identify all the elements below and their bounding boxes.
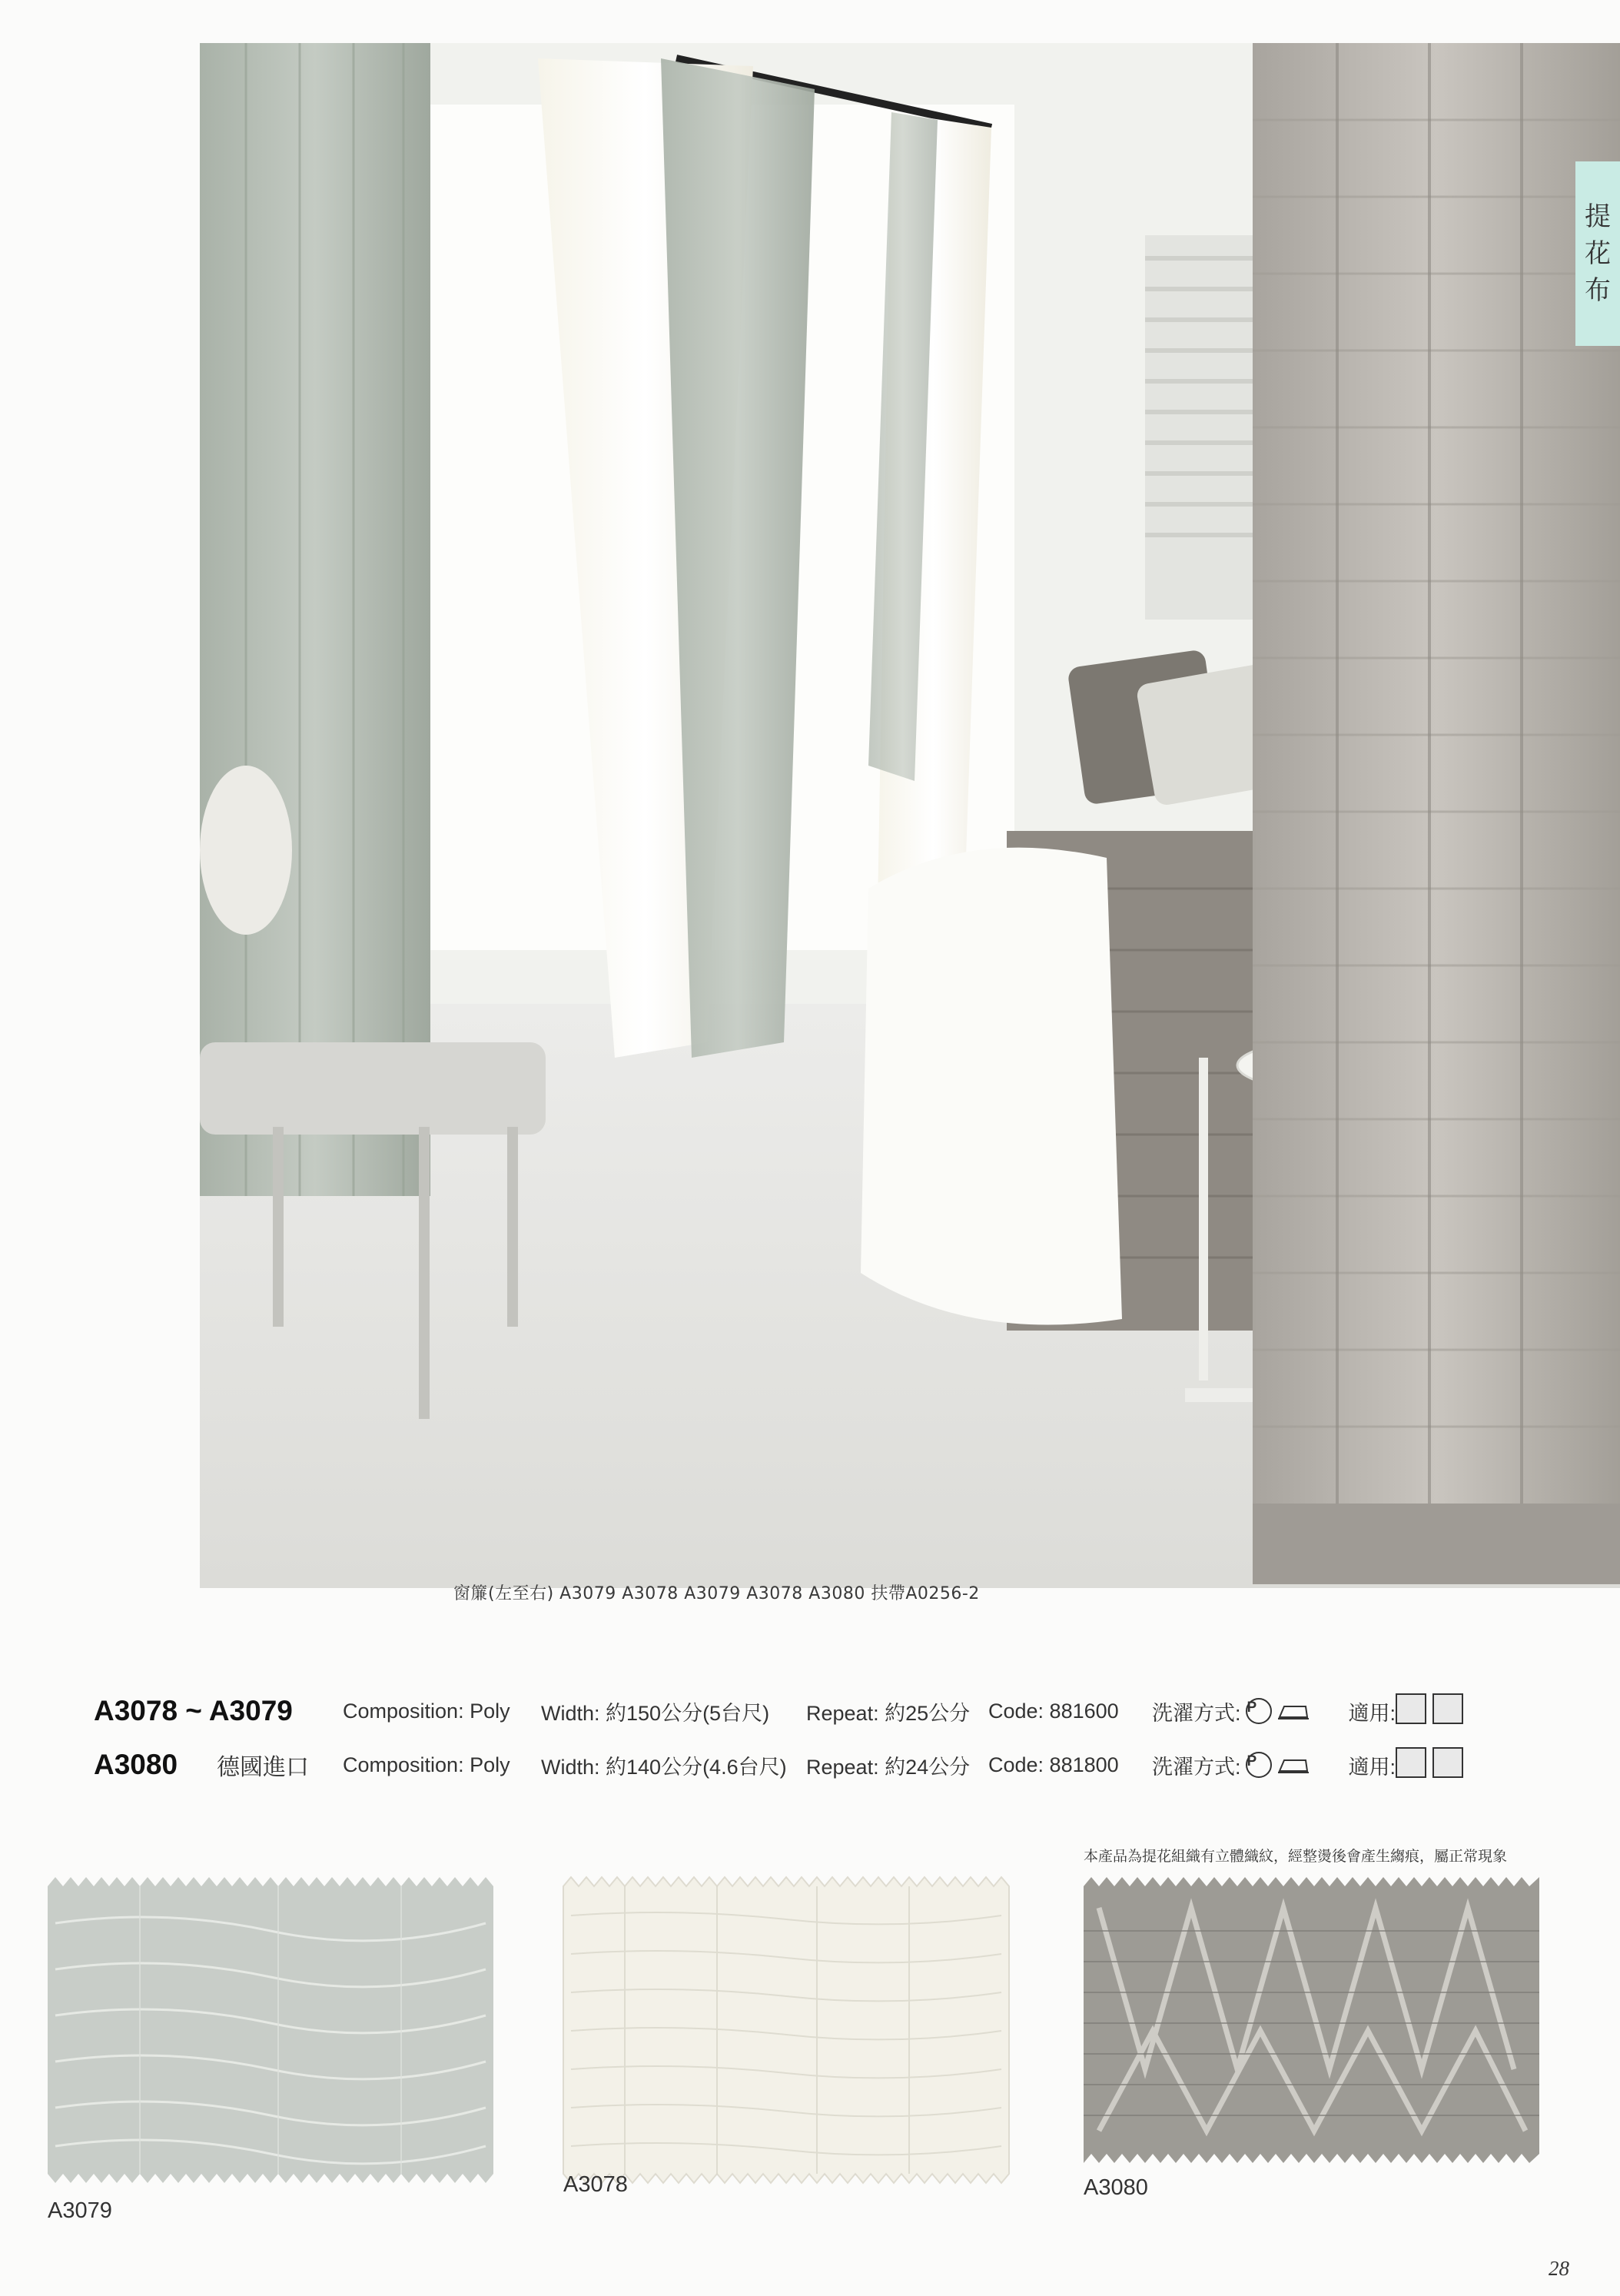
spec-row-a3078 xyxy=(94,1693,1463,1729)
room-illustration xyxy=(200,43,1620,1584)
swatch-texture xyxy=(48,1877,493,2183)
product-code: A3080 xyxy=(94,1749,178,1780)
category-tab-char: 花 xyxy=(1585,238,1611,269)
page-number: 28 xyxy=(1549,2257,1569,2280)
curtain-roman-icon xyxy=(1432,1693,1463,1724)
fabric-swatch-a3078 xyxy=(563,1877,1009,2183)
curtain-drape-icon xyxy=(1396,1747,1426,1778)
composition: Composition: Poly xyxy=(343,1753,510,1776)
photo-caption: 窗簾(左至右) A3079 A3078 A3079 A3078 A3080 扶帶A0256-2 xyxy=(453,1584,980,1603)
swatch-texture xyxy=(1084,1877,1539,2163)
spec-row-a3080 xyxy=(94,1746,1463,1783)
swatch-label: A3080 xyxy=(1084,2175,1148,2200)
iron-icon xyxy=(1276,1756,1310,1774)
category-tab xyxy=(1575,161,1620,346)
dry-clean-p-icon: P xyxy=(1246,1752,1272,1778)
category-tab-char: 提 xyxy=(1585,201,1611,232)
fabric-swatch-a3080 xyxy=(1084,1877,1539,2163)
care-note: 本產品為提花組織有立體織紋，經整燙後會產生縐痕，屬正常現象 xyxy=(1084,1848,1508,1865)
room-photo xyxy=(200,43,1620,1603)
width: Width: 約150公分(5台尺) xyxy=(541,1701,770,1725)
composition: Composition: Poly xyxy=(343,1699,510,1723)
fabric-swatch-a3079 xyxy=(48,1877,493,2183)
wash-label: 洗濯方式: xyxy=(1152,1701,1241,1725)
origin: 德國進口 xyxy=(217,1755,309,1780)
swatch-texture xyxy=(563,1877,1009,2183)
apply-label: 適用: xyxy=(1348,1755,1396,1779)
swatch-label: A3078 xyxy=(563,2172,628,2197)
repeat: Repeat: 約24公分 xyxy=(806,1755,971,1779)
category-tab-char: 布 xyxy=(1585,275,1611,306)
wash-label: 洗濯方式: xyxy=(1152,1755,1241,1779)
curtain-roman-icon xyxy=(1432,1747,1463,1778)
width: Width: 約140公分(4.6台尺) xyxy=(541,1755,787,1779)
repeat: Repeat: 約25公分 xyxy=(806,1701,971,1725)
swatch-label: A3079 xyxy=(48,2198,112,2223)
code-number: Code: 881600 xyxy=(988,1699,1119,1723)
iron-icon xyxy=(1276,1702,1310,1720)
curtain-drape-icon xyxy=(1396,1693,1426,1724)
curtain-type-icons xyxy=(1396,1693,1463,1729)
code-number: Code: 881800 xyxy=(988,1753,1119,1776)
curtain-type-icons xyxy=(1396,1747,1463,1783)
apply-label: 適用: xyxy=(1348,1701,1396,1725)
dry-clean-p-icon: P xyxy=(1246,1698,1272,1724)
product-code: A3078 ~ A3079 xyxy=(94,1695,293,1726)
